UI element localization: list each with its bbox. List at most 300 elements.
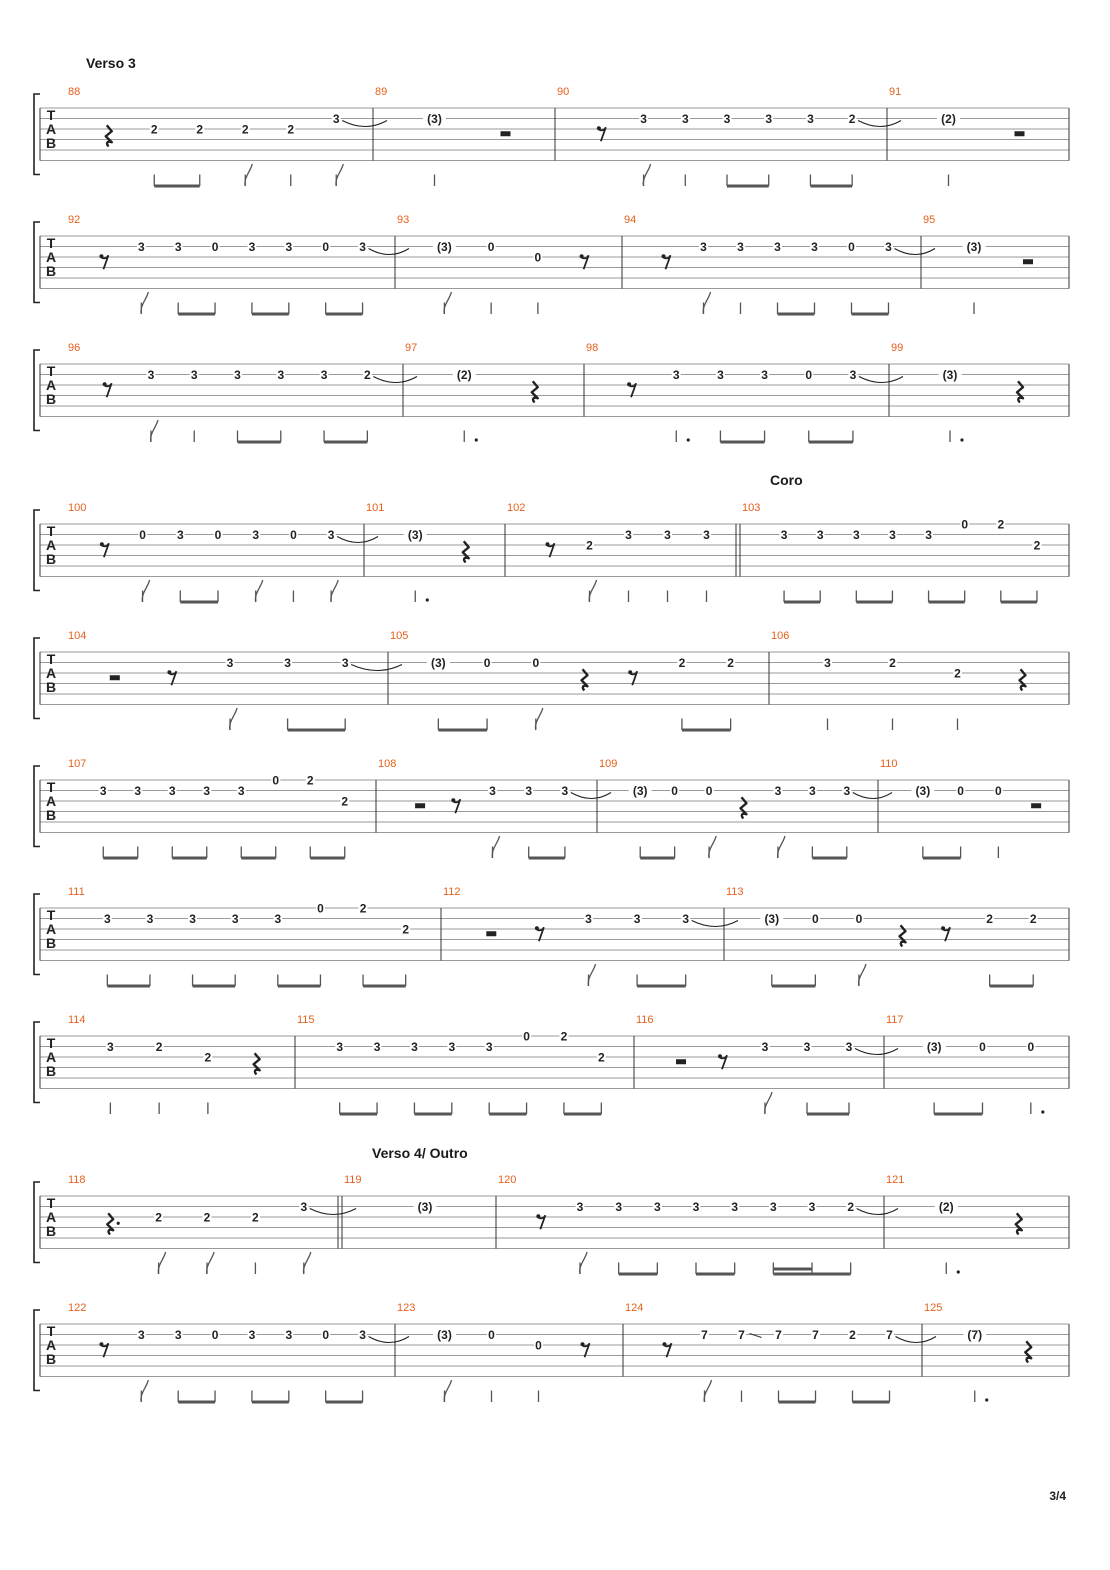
fret-number: 2 bbox=[364, 368, 371, 382]
duration-dot bbox=[1041, 1110, 1044, 1113]
quarter-rest-icon bbox=[1025, 1341, 1031, 1362]
fret-number: 0 bbox=[805, 368, 813, 382]
measure-number: 89 bbox=[375, 86, 388, 98]
fret-number: 0 bbox=[855, 912, 863, 926]
fret-number: 3 bbox=[231, 912, 239, 926]
quarter-rest-icon bbox=[532, 381, 538, 402]
eighth-flag-icon bbox=[141, 1380, 148, 1402]
fret-number: 3 bbox=[824, 656, 831, 670]
tab-clef-letter: T bbox=[46, 363, 56, 379]
tie-arc bbox=[351, 665, 402, 671]
eighth-flag-icon bbox=[859, 964, 866, 986]
measure-number: 116 bbox=[636, 1014, 654, 1026]
fret-number: 3 bbox=[615, 1200, 623, 1214]
measure-number: 91 bbox=[889, 86, 902, 98]
fret-number: 2 bbox=[1033, 538, 1041, 553]
fret-number: 3 bbox=[640, 112, 647, 126]
quarter-rest-icon bbox=[1020, 669, 1026, 690]
tie-arc bbox=[855, 1049, 898, 1055]
eighth-rest-dot bbox=[99, 1342, 103, 1346]
fret-number: 0 bbox=[214, 528, 222, 542]
half-rest-icon bbox=[1015, 131, 1025, 136]
fret-number: (2) bbox=[941, 112, 956, 126]
fret-number: 0 bbox=[848, 240, 855, 254]
tab-clef-letter: B bbox=[45, 135, 57, 151]
duration-dot bbox=[687, 438, 690, 441]
eighth-flag-icon bbox=[151, 420, 158, 442]
tab-clef-letter: T bbox=[46, 651, 56, 667]
fret-number: 7 bbox=[701, 1328, 708, 1342]
fret-number: (3) bbox=[764, 912, 780, 926]
fret-number: 2 bbox=[997, 517, 1005, 532]
fret-number: 3 bbox=[585, 912, 592, 926]
fret-number: 0 bbox=[488, 1328, 495, 1342]
tie-arc bbox=[895, 249, 936, 255]
fret-number: 2 bbox=[359, 901, 367, 916]
fret-number: (3) bbox=[437, 1328, 452, 1342]
fret-number: 3 bbox=[682, 912, 690, 926]
tab-clef-letter: A bbox=[45, 1209, 57, 1225]
fret-number: 3 bbox=[681, 112, 689, 126]
fret-number: 3 bbox=[176, 528, 184, 542]
eighth-rest-dot bbox=[451, 798, 455, 802]
fret-number: 3 bbox=[723, 112, 731, 126]
measure-number: 88 bbox=[68, 86, 81, 98]
tab-clef-letter: B bbox=[45, 1063, 57, 1079]
fret-number: 3 bbox=[489, 784, 496, 798]
eighth-rest-dot bbox=[100, 542, 104, 546]
tie-arc bbox=[342, 121, 387, 127]
measure-number: 109 bbox=[599, 758, 618, 770]
fret-number: 2 bbox=[986, 912, 993, 926]
tab-clef-letter: B bbox=[45, 679, 57, 695]
fret-number: 3 bbox=[885, 240, 892, 254]
tie-arc bbox=[337, 537, 378, 543]
tab-clef-letter: T bbox=[46, 523, 56, 539]
system-bracket bbox=[34, 94, 40, 175]
fret-number: (3) bbox=[417, 1200, 433, 1214]
fret-number: 7 bbox=[738, 1328, 745, 1342]
fret-number: 0 bbox=[812, 912, 819, 926]
measure-number: 111 bbox=[68, 886, 85, 898]
half-rest-icon bbox=[1023, 259, 1033, 264]
fret-number: 0 bbox=[995, 784, 1002, 798]
eighth-rest-dot bbox=[718, 1054, 722, 1058]
system-bracket bbox=[34, 222, 40, 303]
fret-number: 3 bbox=[174, 1328, 182, 1342]
tab-clef-letter: A bbox=[45, 249, 57, 265]
eighth-flag-icon bbox=[535, 708, 542, 730]
fret-number: 3 bbox=[774, 784, 782, 798]
eighth-rest-dot bbox=[627, 382, 631, 386]
system-bracket bbox=[34, 510, 40, 591]
fret-number: 0 bbox=[322, 1328, 330, 1342]
measure-number: 120 bbox=[498, 1174, 517, 1186]
measure-number: 106 bbox=[771, 630, 790, 642]
quarter-rest-icon bbox=[107, 1213, 113, 1234]
fret-number: 3 bbox=[137, 240, 145, 254]
fret-number: 3 bbox=[252, 528, 260, 542]
fret-number: 2 bbox=[727, 656, 734, 670]
tab-clef-letter: B bbox=[45, 551, 57, 567]
fret-number: 3 bbox=[576, 1200, 584, 1214]
fret-number: 3 bbox=[174, 240, 182, 254]
fret-number: 3 bbox=[692, 1200, 700, 1214]
eighth-rest-dot bbox=[941, 926, 945, 930]
measure-number: 96 bbox=[68, 342, 81, 354]
measure-number: 97 bbox=[405, 342, 418, 354]
fret-number: 3 bbox=[625, 528, 632, 542]
fret-number: 3 bbox=[248, 1328, 256, 1342]
measure-number: 113 bbox=[726, 886, 744, 898]
measure-number: 102 bbox=[507, 502, 526, 514]
fret-number: 2 bbox=[155, 1040, 163, 1054]
half-rest-icon bbox=[110, 675, 120, 680]
tie-arc bbox=[857, 1209, 898, 1215]
fret-number: (3) bbox=[427, 112, 442, 126]
tie-arc bbox=[859, 377, 903, 383]
half-rest-icon bbox=[676, 1059, 686, 1064]
measure-number: 107 bbox=[68, 758, 87, 770]
tab-clef-letter: A bbox=[45, 793, 57, 809]
fret-number: 3 bbox=[448, 1040, 456, 1054]
fret-number: (3) bbox=[915, 784, 931, 798]
eighth-rest-dot bbox=[535, 926, 539, 930]
duration-dot bbox=[475, 438, 478, 441]
eighth-rest-dot bbox=[546, 542, 550, 546]
eighth-flag-icon bbox=[444, 1380, 451, 1402]
tie-arc bbox=[369, 1337, 409, 1343]
system-bracket bbox=[34, 1022, 40, 1103]
fret-number: 3 bbox=[285, 240, 293, 254]
quarter-rest-icon bbox=[741, 797, 747, 818]
measure-number: 114 bbox=[68, 1014, 86, 1026]
fret-number: (2) bbox=[938, 1200, 954, 1214]
eighth-rest-dot bbox=[628, 670, 632, 674]
tab-clef-letter: T bbox=[46, 1323, 56, 1339]
eighth-flag-icon bbox=[703, 292, 710, 314]
fret-number: 3 bbox=[359, 1328, 366, 1342]
measure-number: 105 bbox=[390, 630, 409, 642]
eighth-rest-dot bbox=[99, 254, 103, 258]
eighth-flag-icon bbox=[230, 708, 237, 730]
fret-number: 2 bbox=[150, 122, 158, 137]
system-bracket bbox=[34, 1310, 40, 1391]
eighth-flag-icon bbox=[709, 836, 716, 858]
quarter-rest-icon bbox=[1016, 1213, 1022, 1234]
fret-number: 3 bbox=[99, 784, 107, 798]
tab-clef-letter: A bbox=[45, 665, 57, 681]
tab-clef-letter: T bbox=[46, 235, 56, 251]
fret-number: 3 bbox=[411, 1040, 418, 1054]
fret-number: 3 bbox=[103, 912, 111, 926]
measure-number: 112 bbox=[443, 886, 461, 898]
measure-number: 118 bbox=[68, 1174, 86, 1186]
half-rest-icon bbox=[415, 803, 425, 808]
fret-number: 2 bbox=[241, 122, 249, 137]
fret-number: 0 bbox=[535, 1338, 542, 1353]
section-label: Verso 4/ Outro bbox=[372, 1145, 468, 1161]
half-rest-icon bbox=[1031, 803, 1041, 808]
tab-clef-letter: A bbox=[45, 121, 57, 137]
fret-number: 7 bbox=[886, 1328, 893, 1342]
eighth-flag-icon bbox=[704, 1380, 711, 1402]
fret-number: 3 bbox=[373, 1040, 381, 1054]
fret-number: 3 bbox=[320, 368, 328, 382]
fret-number: 7 bbox=[775, 1328, 782, 1342]
fret-number: 3 bbox=[336, 1040, 344, 1054]
tab-clef-letter: A bbox=[45, 921, 57, 937]
duration-dot bbox=[426, 598, 429, 601]
fret-number: 0 bbox=[211, 240, 219, 254]
eighth-flag-icon bbox=[588, 964, 595, 986]
measure-number: 99 bbox=[891, 342, 904, 354]
fret-number: 3 bbox=[107, 1040, 114, 1054]
fret-number: 0 bbox=[705, 784, 713, 798]
eighth-flag-icon bbox=[303, 1252, 310, 1274]
fret-number: 3 bbox=[843, 784, 851, 798]
fret-number: 3 bbox=[234, 368, 241, 382]
fret-number: 3 bbox=[717, 368, 724, 382]
fret-number: 3 bbox=[780, 528, 788, 542]
measure-number: 121 bbox=[886, 1174, 905, 1186]
measure-number: 101 bbox=[366, 502, 385, 514]
measure-number: 92 bbox=[68, 214, 81, 226]
fret-number: 0 bbox=[532, 656, 540, 670]
measure-number: 124 bbox=[625, 1302, 644, 1314]
eighth-rest-dot bbox=[580, 254, 584, 258]
measure-number: 123 bbox=[397, 1302, 416, 1314]
eighth-flag-icon bbox=[331, 580, 338, 602]
quarter-rest-icon bbox=[106, 125, 112, 146]
tie-arc bbox=[571, 793, 611, 799]
fret-number: 3 bbox=[852, 528, 860, 542]
fret-number: (3) bbox=[437, 240, 452, 254]
eighth-flag-icon bbox=[643, 164, 650, 186]
fret-number: 0 bbox=[272, 773, 280, 788]
measure-number: 119 bbox=[344, 1174, 362, 1186]
eighth-flag-icon bbox=[589, 580, 596, 602]
fret-number: 3 bbox=[761, 368, 768, 382]
rest-dot bbox=[117, 1222, 120, 1225]
fret-number: 0 bbox=[1027, 1040, 1035, 1054]
fret-number: 3 bbox=[808, 1200, 816, 1214]
tie-arc bbox=[853, 793, 892, 799]
fret-number: 0 bbox=[211, 1328, 219, 1342]
measure-number: 122 bbox=[68, 1302, 87, 1314]
fret-number: (7) bbox=[967, 1328, 983, 1342]
eighth-flag-icon bbox=[492, 836, 499, 858]
quarter-rest-icon bbox=[900, 925, 906, 946]
fret-number: 0 bbox=[139, 528, 146, 542]
fret-number: 3 bbox=[203, 784, 211, 798]
fret-number: 0 bbox=[979, 1040, 986, 1054]
measure-number: 117 bbox=[886, 1014, 904, 1026]
tie-arc bbox=[896, 1337, 937, 1343]
fret-number: 3 bbox=[168, 784, 176, 798]
fret-number: 0 bbox=[523, 1029, 530, 1044]
fret-number: 3 bbox=[561, 784, 569, 798]
fret-number: 3 bbox=[653, 1200, 661, 1214]
tie-arc bbox=[692, 921, 738, 927]
eighth-flag-icon bbox=[765, 1092, 772, 1114]
fret-number: 3 bbox=[811, 240, 818, 254]
fret-number: 2 bbox=[155, 1210, 162, 1225]
fret-number: 3 bbox=[889, 528, 896, 542]
fret-number: 3 bbox=[147, 368, 155, 382]
tab-clef-letter: T bbox=[46, 1035, 56, 1051]
fret-number: 3 bbox=[248, 240, 256, 254]
fret-number: 0 bbox=[290, 528, 297, 542]
tie-arc bbox=[373, 377, 417, 383]
fret-number: 3 bbox=[774, 240, 781, 254]
fret-number: 2 bbox=[402, 922, 410, 937]
fret-number: 3 bbox=[226, 656, 234, 670]
fret-number: 2 bbox=[889, 656, 896, 670]
eighth-rest-dot bbox=[662, 254, 666, 258]
eighth-rest-dot bbox=[663, 1342, 667, 1346]
eighth-rest-dot bbox=[536, 1214, 540, 1218]
fret-number: 3 bbox=[737, 240, 744, 254]
fret-number: 3 bbox=[703, 528, 710, 542]
fret-number: 0 bbox=[534, 250, 542, 265]
system-bracket bbox=[34, 894, 40, 975]
measure-number: 95 bbox=[923, 214, 936, 226]
fret-number: 3 bbox=[137, 1328, 145, 1342]
tab-clef-letter: T bbox=[46, 907, 56, 923]
fret-number: 3 bbox=[237, 784, 245, 798]
tab-clef-letter: T bbox=[46, 1195, 56, 1211]
tab-clef-letter: B bbox=[45, 1351, 57, 1367]
tab-clef-letter: T bbox=[46, 779, 56, 795]
fret-number: 2 bbox=[196, 122, 204, 137]
fret-number: 2 bbox=[847, 1200, 855, 1214]
fret-number: 3 bbox=[274, 912, 282, 926]
tab-clef-letter: B bbox=[45, 935, 57, 951]
tab-clef-letter: B bbox=[45, 391, 57, 407]
quarter-rest-icon bbox=[463, 541, 469, 562]
fret-number: 3 bbox=[525, 784, 533, 798]
section-label: Verso 3 bbox=[86, 55, 136, 71]
half-rest-icon bbox=[486, 931, 496, 936]
duration-dot bbox=[960, 438, 963, 441]
tie-arc bbox=[310, 1209, 356, 1215]
fret-number: 0 bbox=[483, 656, 491, 670]
tab-clef-letter: A bbox=[45, 377, 57, 393]
fret-number: (3) bbox=[926, 1040, 942, 1054]
fret-number: 2 bbox=[306, 773, 314, 788]
fret-number: 3 bbox=[327, 528, 335, 542]
duration-dot bbox=[957, 1270, 960, 1273]
tab-clef-letter: A bbox=[45, 1337, 57, 1353]
fret-number: 3 bbox=[134, 784, 142, 798]
system-bracket bbox=[34, 638, 40, 719]
fret-number: 3 bbox=[700, 240, 707, 254]
eighth-rest-dot bbox=[597, 126, 601, 130]
tab-clef-letter: A bbox=[45, 1049, 57, 1065]
fret-number: 0 bbox=[957, 784, 964, 798]
tab-clef-letter: B bbox=[45, 263, 57, 279]
fret-number: 3 bbox=[664, 528, 671, 542]
quarter-rest-icon bbox=[254, 1053, 260, 1074]
system-bracket bbox=[34, 766, 40, 847]
tab-clef-letter: A bbox=[45, 537, 57, 553]
fret-number: 7 bbox=[812, 1328, 819, 1342]
tab-clef-letter: B bbox=[45, 1223, 57, 1239]
fret-number: 3 bbox=[190, 368, 198, 382]
fret-number: 3 bbox=[761, 1040, 769, 1054]
measure-number: 108 bbox=[378, 758, 397, 770]
fret-number: 3 bbox=[925, 528, 932, 542]
fret-number: 3 bbox=[845, 1040, 853, 1054]
fret-number: (3) bbox=[966, 240, 982, 254]
page-number: 3/4 bbox=[1049, 1489, 1066, 1503]
fret-number: 2 bbox=[954, 666, 961, 681]
eighth-flag-icon bbox=[245, 164, 252, 186]
fret-number: 3 bbox=[849, 368, 857, 382]
fret-number: 0 bbox=[322, 240, 330, 254]
fret-number: 2 bbox=[586, 538, 593, 553]
fret-number: 3 bbox=[341, 656, 349, 670]
eighth-flag-icon bbox=[444, 292, 451, 314]
fret-number: 3 bbox=[146, 912, 154, 926]
quarter-rest-icon bbox=[1017, 381, 1023, 402]
measure-number: 90 bbox=[557, 86, 570, 98]
fret-number: 2 bbox=[341, 794, 349, 809]
fret-number: 0 bbox=[487, 240, 495, 254]
fret-number: 2 bbox=[849, 1328, 856, 1342]
fret-number: 0 bbox=[671, 784, 678, 798]
fret-number: 3 bbox=[189, 912, 196, 926]
fret-number: 0 bbox=[317, 901, 324, 916]
fret-number: 3 bbox=[672, 368, 680, 382]
eighth-flag-icon bbox=[580, 1252, 587, 1274]
fret-number: 3 bbox=[769, 1200, 777, 1214]
tie-arc bbox=[858, 121, 901, 127]
fret-number: 2 bbox=[1029, 912, 1037, 926]
quarter-rest-icon bbox=[582, 669, 588, 690]
fret-number: 3 bbox=[765, 112, 773, 126]
measure-number: 103 bbox=[742, 502, 761, 514]
fret-number: 3 bbox=[809, 784, 816, 798]
fret-number: 3 bbox=[285, 1328, 293, 1342]
fret-number: (3) bbox=[407, 528, 423, 542]
fret-number: (2) bbox=[456, 368, 472, 382]
fret-number: 2 bbox=[203, 1210, 211, 1225]
measure-number: 93 bbox=[397, 214, 410, 226]
fret-number: (3) bbox=[942, 368, 958, 382]
eighth-flag-icon bbox=[778, 836, 785, 858]
measure-number: 104 bbox=[68, 630, 87, 642]
tab-clef-letter: B bbox=[45, 807, 57, 823]
fret-number: 3 bbox=[332, 112, 340, 126]
eighth-rest-dot bbox=[167, 670, 171, 674]
fret-number: 2 bbox=[204, 1050, 212, 1065]
fret-number: (3) bbox=[431, 656, 446, 670]
fret-number: 2 bbox=[252, 1210, 259, 1225]
fret-number: 3 bbox=[284, 656, 291, 670]
fret-number: 3 bbox=[816, 528, 824, 542]
fret-number: 2 bbox=[597, 1050, 605, 1065]
measure-number: 115 bbox=[297, 1014, 315, 1026]
tab-clef-letter: T bbox=[46, 107, 56, 123]
eighth-flag-icon bbox=[141, 292, 148, 314]
fret-number: 3 bbox=[359, 240, 366, 254]
fret-number: 3 bbox=[277, 368, 285, 382]
fret-number: 3 bbox=[731, 1200, 739, 1214]
fret-number: 3 bbox=[485, 1040, 493, 1054]
eighth-rest-dot bbox=[103, 382, 107, 386]
